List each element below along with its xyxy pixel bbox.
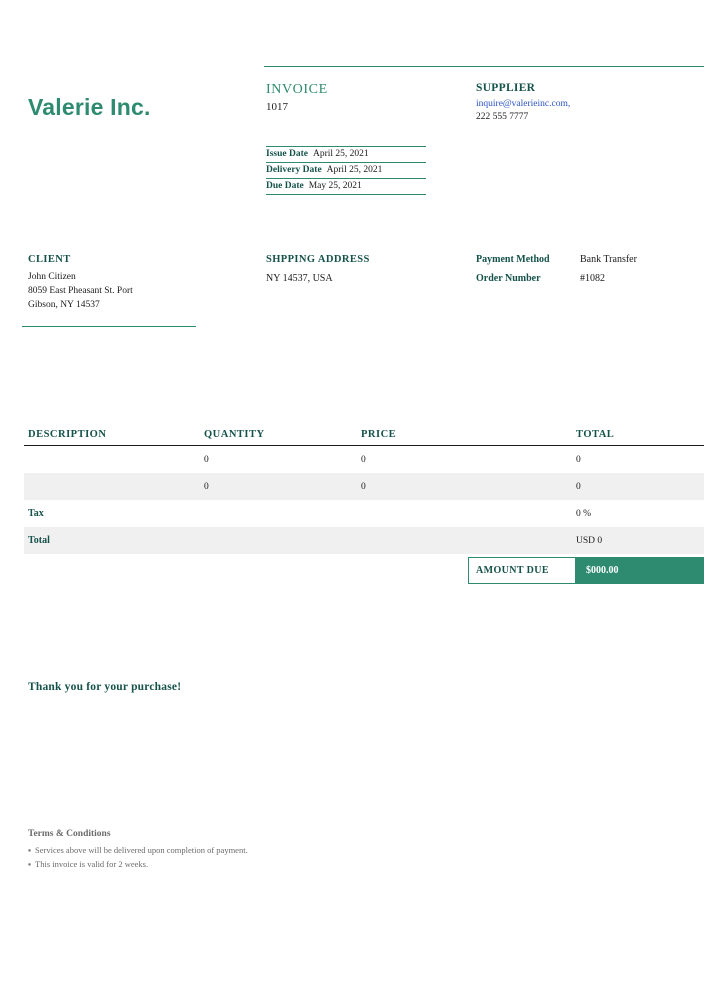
client-address-line2: Gibson, NY 14537 (28, 299, 100, 310)
column-header-total: TOTAL (576, 429, 615, 440)
invoice-title: INVOICE (266, 82, 328, 97)
thank-you-note: Thank you for your purchase! (28, 681, 182, 693)
issue-date-label: Issue Date (266, 149, 308, 159)
due-date-value: May 25, 2021 (308, 181, 362, 191)
shipping-address: NY 14537, USA (266, 273, 333, 284)
client-address-line1: 8059 East Pheasant St. Port (28, 285, 133, 296)
shipping-block (266, 254, 456, 284)
table-row (24, 473, 704, 500)
delivery-date-row (266, 163, 426, 179)
invoice-block (266, 82, 456, 113)
due-date-row (266, 179, 426, 195)
column-header-description: DESCRIPTION (28, 429, 107, 440)
supplier-phone: 222 555 7777 (476, 111, 529, 122)
client-name: John Citizen (28, 272, 76, 282)
delivery-date-label: Delivery Date (266, 165, 322, 175)
shipping-title: SHPPING ADDRESS (266, 254, 370, 265)
bullet-icon: ▪ (28, 845, 32, 855)
cell-price: 0 (361, 454, 366, 465)
delivery-date-value: April 25, 2021 (326, 165, 383, 175)
payment-method-value: Bank Transfer (580, 254, 637, 265)
payment-method-label: Payment Method (476, 254, 550, 265)
terms-title: Terms & Conditions (28, 829, 111, 839)
client-title: CLIENT (28, 254, 71, 265)
terms-item-text: Services above will be delivered upon completion of payment. (35, 845, 248, 855)
tax-value: 0 % (576, 508, 592, 519)
cell-quantity: 0 (204, 454, 209, 465)
client-details (28, 271, 196, 312)
cell-total: 0 (576, 481, 581, 492)
dates-block (266, 146, 426, 195)
cell-price: 0 (361, 481, 366, 492)
issue-date-value: April 25, 2021 (312, 149, 369, 159)
total-label: Total (28, 535, 50, 546)
terms-item (28, 844, 448, 858)
column-header-quantity: QUANTITY (204, 429, 265, 440)
terms-and-conditions (28, 829, 448, 871)
order-number-label: Order Number (476, 273, 541, 284)
amount-due-bar (468, 557, 704, 584)
amount-due-value: $000.00 (586, 565, 619, 576)
tax-label: Tax (28, 508, 44, 519)
issue-date-row (266, 146, 426, 163)
column-header-price: PRICE (361, 429, 397, 440)
bullet-icon: ▪ (28, 858, 32, 869)
supplier-email[interactable]: inquire@valerieinc.com, (476, 99, 571, 109)
supplier-title: SUPPLIER (476, 82, 536, 94)
amount-due-label: AMOUNT DUE (468, 557, 576, 584)
header-divider (264, 66, 704, 67)
client-divider (22, 326, 196, 327)
due-date-label: Due Date (266, 181, 304, 191)
order-meta-block (476, 254, 706, 292)
client-block (28, 254, 196, 312)
tax-row (24, 500, 704, 527)
total-row (24, 527, 704, 554)
order-number-value: #1082 (580, 273, 605, 284)
order-number-row (476, 273, 706, 284)
terms-item (28, 858, 448, 872)
terms-item-text: This invoice is valid for 2 weeks. (35, 858, 149, 869)
supplier-block (476, 82, 706, 124)
cell-quantity: 0 (204, 481, 209, 492)
payment-method-row (476, 254, 706, 265)
table-header-row (24, 424, 704, 446)
total-value: USD 0 (576, 535, 603, 546)
company-logo-text: Valerie Inc. (28, 94, 151, 120)
table-row (24, 446, 704, 473)
invoice-number: 1017 (266, 101, 288, 113)
line-items-table (24, 424, 704, 554)
cell-total: 0 (576, 454, 581, 465)
